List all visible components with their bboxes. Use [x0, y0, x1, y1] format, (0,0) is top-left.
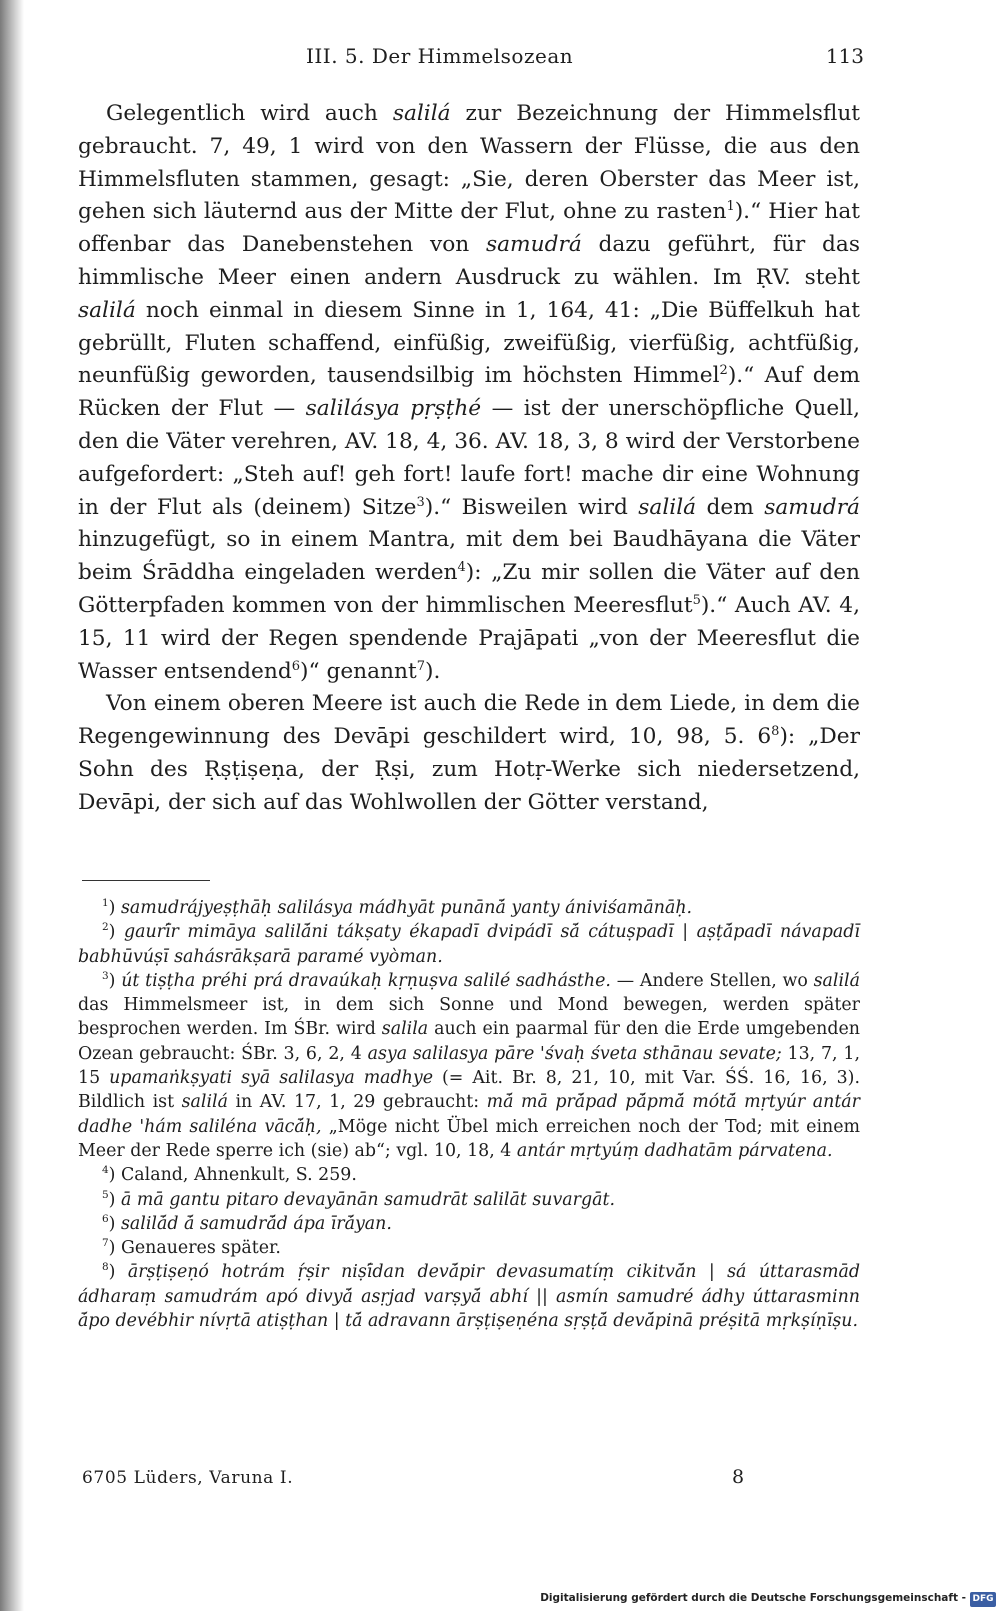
main-text: [78, 98, 860, 820]
footnote-ref: 5: [692, 592, 701, 608]
sanskrit-term: salilá: [638, 494, 697, 520]
footnote-ref: 6: [291, 658, 300, 674]
footnote-mark: 7: [102, 1237, 109, 1250]
footnote-ref: 4: [457, 559, 466, 575]
text-run: ).“ Bisweilen wird: [424, 494, 639, 520]
footnote-text: das Himmelsmeer ist, in dem sich Sonne und Mond bewegen, werden später besprochen werden. Im ŚBr. wird: [78, 995, 860, 1040]
footnote-4: $^4$) Caland, Ahnenkult, S. 259.: [102, 1164, 357, 1186]
footnote-mark: 6: [102, 1213, 109, 1226]
footnote-text: — Andere Stellen, wo: [610, 970, 814, 991]
text-run: ).: [425, 658, 441, 684]
sheet-number: 8: [732, 1466, 745, 1488]
footnote-mark: 2: [102, 921, 109, 934]
footnote-ref: 7: [416, 658, 425, 674]
footnote-sanskrit: mā́ mā prā́pad pā́pmā́ mótā́ mṛtyúr antár dadhe 'hám saliléna vācā́ḥ,: [78, 1092, 860, 1137]
footnotes: [78, 896, 860, 1333]
text-run: ).“ Hier hat offenbar das Danebenstehen von: [78, 199, 860, 258]
paragraph-2: [78, 688, 860, 819]
sanskrit-term: salilá: [392, 101, 451, 126]
footnote-sanskrit: salila: [381, 1019, 429, 1040]
printer-signature: [78, 1468, 860, 1492]
text-run: ).“ Auf dem Rücken der Flut —: [78, 363, 861, 422]
footnote-ref: 1: [726, 199, 735, 215]
footnote-text: gaurī́r mimāya salilā́ni tákṣaty ékapadī dvipádī sā́ cátuṣpadī | aṣṭā́padī návapadī babhūvúṣī sahásrākṣarā paramé vyòman.: [78, 922, 860, 967]
text-run: dem: [696, 494, 765, 520]
footnote-text: Caland, Ahnenkult, S. 259.: [120, 1165, 357, 1186]
signature-mark: 6705 Lüders, Varuna I.: [82, 1468, 294, 1488]
footnote-text: 13, 7, 1, 15: [78, 1043, 860, 1089]
text-run: zur Bezeichnung der Himmelsflut gebraucht. 7, 49, 1 wird von den Wassern der Flüsse, die aus den Himmelsfluten stammen, gesagt: „Sie, deren Oberster das Meer ist, gehen sich läuternd aus der Mitte der Flut, ohne zu rasten: [78, 101, 860, 225]
text-run: noch einmal in diesem Sinne in 1, 164, 41: „Die Büffelkuh hat gebrüllt, Fluten schaffend, einfüßig, zweifüßig, vierfüßig, achtfüßig, neunfüßig geworden, tausendsilbig im höchsten Himmel: [78, 297, 860, 389]
scan-edge-shadow: [0, 0, 24, 1611]
footnote-mark: 8: [102, 1261, 109, 1274]
text-run: hinzugefügt, so in einem Mantra, mit dem bei Baudhāyana die Väter beim Śrāddha eingeladen werden: [78, 527, 860, 586]
footnote-divider: [82, 880, 210, 881]
footnote-1: $^1$) samudrájyeṣṭhāḥ salilásya mádhyāt punānā́ yanty ániviśamānāḥ.: [102, 897, 693, 918]
footnote-text: ārṣṭiṣeṇó hotrám ṛ́ṣir niṣī́dan devā́pir devasumatíṃ cikitvā́n | sá úttarasmād ádharaṃ samudrám apó divyā́ asṛjad varṣyā́ abhí || asmín samudré ádhy úttarasminn ā́po devébhir nívṛtā atiṣṭhan | tā́ adravann ārṣṭiṣeṇéna sṛṣṭā́ devā́pinā préṣitā mṛkṣíṇīṣu.: [78, 1262, 860, 1332]
footnote-ref: 3: [416, 494, 425, 510]
digitization-credit: Digitalisierung gefördert durch die Deutsche Forschungsgemeinschaft -: [540, 1592, 966, 1604]
footnote-mark: 4: [102, 1164, 109, 1177]
footnote-mark: 5: [102, 1188, 109, 1201]
footnote-sanskrit: asya salilasya pāre 'śvaḥ śveta sthānau sevate;: [367, 1043, 782, 1064]
footnote-sanskrit: salilá: [181, 1092, 228, 1113]
footnote-text: ā mā gantu pitaro devayānān samudrāt salilāt suvargāt.: [120, 1189, 615, 1210]
text-run: — ist der unerschöpfliche Quell, den die Väter verehren, AV. 18, 4, 36. AV. 18, 3, 8 wird der Verstorbene aufgefordert: „Steh auf! geh fort! laufe fort! mache dir eine Wohnung in der Flut als (deinem) Sitze: [78, 396, 861, 520]
footnote-text: „Möge nicht Übel mich erreichen noch der Tod; mit einem Meer der Rede sperre ich (sie) ab“; vgl. 10, 18, 4: [78, 1116, 860, 1161]
footnote-mark: 3: [102, 970, 109, 983]
footnote-mark: 1: [102, 897, 109, 910]
running-head: [78, 44, 864, 74]
footnote-sanskrit: upamaṅkṣyati syā salilasya madhye: [109, 1068, 434, 1089]
footnote-2: $^2$) gaurī́r mimāya salilā́ni tákṣaty ékapadī dvipádī sā́ cátuṣpadī | aṣṭā́padī návapadī babhūvúṣī sahásrākṣarā paramé vyòman.: [78, 921, 860, 967]
text-run: Von einem oberen Meere ist auch die Rede in dem Liede, in dem die Regengewinnung des Devāpi geschildert wird, 10, 98, 5. 6: [78, 691, 860, 750]
footnote-5: $^5$) ā mā gantu pitaro devayānān samudrāt salilāt suvargāt.: [102, 1188, 615, 1210]
dfg-logo-icon: DFG: [970, 1592, 996, 1607]
text-run: )“ genannt: [300, 658, 417, 684]
text-run: ): „Zu mir sollen die Väter auf den Götterpfaden kommen von der himmlischen Meeresflut: [78, 560, 860, 618]
footnote-8: $^8$) ārṣṭiṣeṇó hotrám ṛ́ṣir niṣī́dan devā́pir devasumatíṃ cikitvā́n | sá úttarasmād ádharaṃ samudrám apó divyā́ asṛjad varṣyā́ abhí || asmín samudré ádhy úttarasminn ā́po devébhir nívṛtā atiṣṭhan | tā́ adravann ārṣṭiṣeṇéna sṛṣṭā́ devā́pinā préṣitā mṛkṣíṇīṣu.: [78, 1261, 860, 1332]
text-run: dazu geführt, für das himmlische Meer einen andern Ausdruck zu wählen. Im ṚV. steht: [78, 232, 860, 290]
footnote-text: auch ein paarmal für den die Erde umgebenden Ozean gebraucht: ŚBr. 3, 6, 2, 4: [78, 1019, 860, 1064]
footnote-text: samudrájyeṣṭhāḥ salilásya mádhyāt punānā́ yanty ániviśamānāḥ.: [120, 898, 693, 918]
footnote-3: $^3$) út tiṣṭha préhi prá dravaúkaḥ kṛṇuṣva salilé sadhásthe. — Andere Stellen, wo salilá das Himmelsmeer ist, in dem sich Sonne und Mond bewegen, werden später besprochen werden. Im ŚBr. wird salila auch ein paarmal für den die Erde umgebenden Ozean gebraucht: ŚBr. 3, 6, 2, 4 asya salilasya pāre 'śvaḥ śveta sthānau sevate; 13, 7, 1, 15 upamaṅkṣyati syā salilasya madhye (= Ait. Br. 8, 21, 10, mit Var. ŚŚ. 16, 16, 3). Bildlich ist salilá in AV. 17, 1, 29 gebraucht: mā́ mā prā́pad pā́pmā́ mótā́ mṛtyúr antár dadhe 'hám saliléna vācā́ḥ, „Möge nicht Übel mich erreichen noch der Tod; mit einem Meer der Rede sperre ich (sie) ab“; vgl. 10, 18, 4 antár mṛtyúṃ dadhatām párvatena.: [78, 970, 860, 1161]
text-run: ).“ Auch AV. 4, 15, 11 wird der Regen spendende Prajāpati „von der Meeresflut die Wasser entsendend: [78, 592, 860, 684]
footnote-sanskrit: salilá: [813, 970, 860, 991]
sanskrit-term: salilá: [78, 297, 136, 323]
text-run: ): „Der Sohn des Ṛṣṭiṣeṇa, der Ṛṣi, zum Hotṛ-Werke sich niedersetzend, Devāpi, der sich auf das Wohlwollen der Götter verstand,: [78, 724, 860, 815]
running-head-title: III. 5. Der Himmelsozean: [306, 44, 574, 68]
footnote-ref: 8: [771, 723, 780, 739]
sanskrit-term: salilásya pṛṣṭhé: [305, 396, 482, 422]
footnote-sanskrit: antár mṛtyúṃ dadhatām párvatena.: [516, 1140, 833, 1161]
text-run: Gelegentlich wird auch: [106, 101, 393, 126]
footnote-sanskrit: út tiṣṭha préhi prá dravaúkaḥ kṛṇuṣva salilé sadhásthe.: [121, 970, 611, 991]
footnote-text: salilā́d ā́ samudrā́d ápa īrā́yan.: [120, 1213, 392, 1234]
footnote-text: (= Ait. Br. 8, 21, 10, mit Var. ŚŚ. 16, 16, 3). Bildlich ist: [78, 1068, 860, 1113]
book-page: [78, 0, 864, 1611]
sanskrit-term: samudrá: [485, 232, 582, 258]
page-number: 113: [825, 44, 864, 68]
paragraph-1: [78, 98, 860, 688]
footnote-text: Genaueres später.: [120, 1238, 281, 1259]
sanskrit-term: samudrá: [764, 494, 860, 520]
footnote-7: $^7$) Genaueres später.: [102, 1237, 281, 1259]
footnote-text: in AV. 17, 1, 29 gebraucht:: [227, 1092, 487, 1113]
footnote-6: $^6$) salilā́d ā́ samudrā́d ápa īrā́yan.: [102, 1213, 392, 1234]
footnote-ref: 2: [719, 363, 728, 379]
